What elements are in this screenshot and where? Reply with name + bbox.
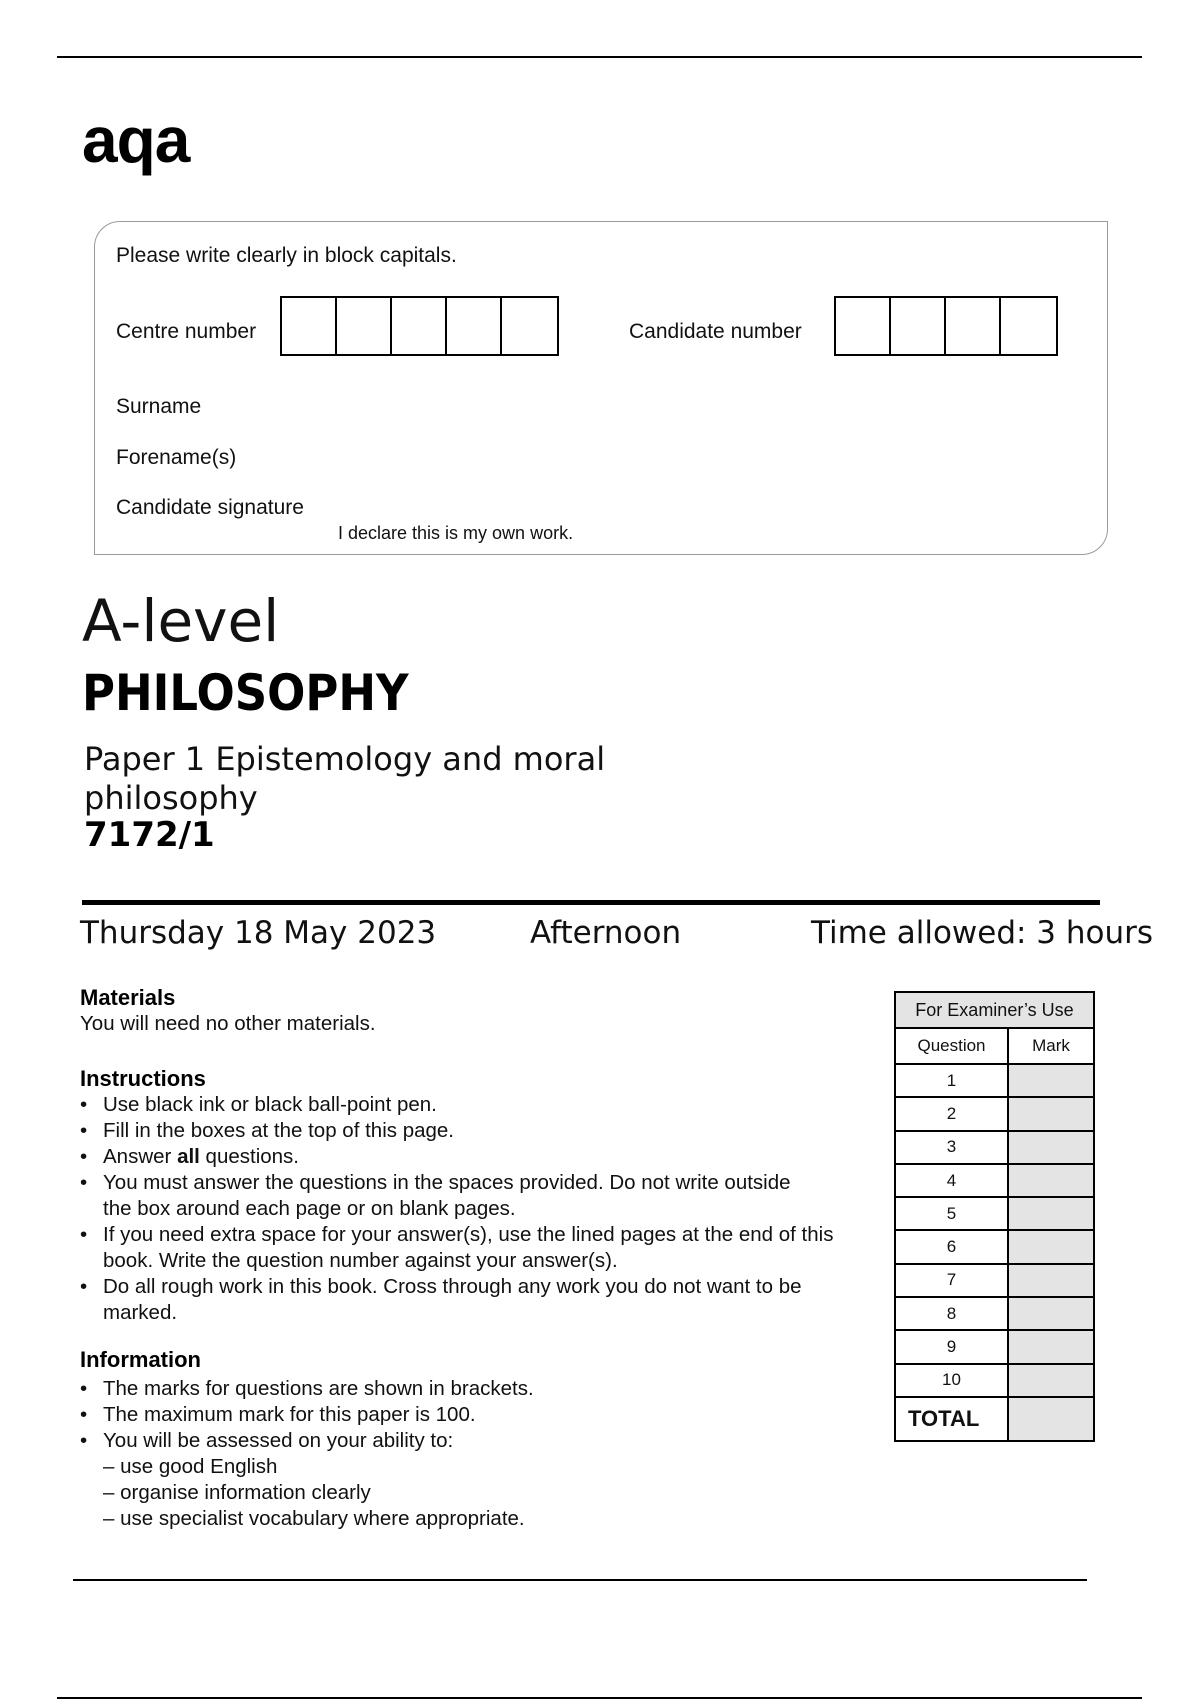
- table-row: [895, 1364, 1094, 1397]
- exam-session: Afternoon: [530, 915, 682, 951]
- candidate-number-label: Candidate number: [629, 320, 802, 343]
- question-number: 5: [895, 1197, 1008, 1230]
- centre-number-label: Centre number: [116, 320, 257, 343]
- question-number: 8: [895, 1297, 1008, 1330]
- mark-cell: [1008, 1064, 1094, 1097]
- sub-list-item: – use good English: [103, 1455, 278, 1478]
- signature-label: Candidate signature: [116, 496, 304, 519]
- examiners-use-table: [894, 991, 1095, 1442]
- block-capitals-instruction: Please write clearly in block capitals.: [116, 244, 457, 267]
- declaration-text: I declare this is my own work.: [338, 523, 574, 543]
- list-item: [80, 1428, 880, 1532]
- list-item: • Fill in the boxes at the top of this page.: [80, 1118, 880, 1144]
- instructions-heading: Instructions: [80, 1066, 206, 1091]
- centre-number-digit-box[interactable]: [447, 298, 502, 354]
- list-item: • The marks for questions are shown in brackets.: [80, 1376, 880, 1402]
- mark-cell: [1008, 1230, 1094, 1263]
- list-item: • You must answer the questions in the spaces provided. Do not write outside the box around each page or on blank pages.: [80, 1170, 793, 1222]
- centre-number-digit-box[interactable]: [282, 298, 337, 354]
- materials-text: You will need no other materials.: [80, 1012, 376, 1035]
- question-number: 7: [895, 1264, 1008, 1297]
- aqa-logo: aqa: [82, 104, 190, 176]
- list-item-text: Answer: [103, 1145, 178, 1168]
- list-item: • Do all rough work in this book. Cross through any work you do not want to be marked.: [80, 1274, 823, 1326]
- table-row: [895, 1097, 1094, 1130]
- exam-date: Thursday 18 May 2023: [80, 915, 437, 951]
- total-mark-cell: [1008, 1397, 1094, 1441]
- question-number: 10: [895, 1364, 1008, 1397]
- question-number: 6: [895, 1230, 1008, 1263]
- table-row: [895, 1264, 1094, 1297]
- top-page-rule: [57, 56, 1142, 58]
- question-number: 9: [895, 1330, 1008, 1363]
- question-number: 4: [895, 1164, 1008, 1197]
- mark-column-header: Mark: [1008, 1028, 1094, 1064]
- list-item: • If you need extra space for your answer(s), use the lined pages at the end of this book. Write the question number against your answer(s).: [80, 1222, 873, 1274]
- mark-cell: [1008, 1097, 1094, 1130]
- list-item-text: questions.: [199, 1145, 300, 1168]
- table-row: [895, 1164, 1094, 1197]
- table-row: [895, 1297, 1094, 1330]
- table-row: [895, 1397, 1094, 1441]
- candidate-number-digit-box[interactable]: [946, 298, 1001, 354]
- mark-cell: [1008, 1330, 1094, 1363]
- emphasis-all: all: [177, 1145, 200, 1168]
- paper-title: Paper 1 Epistemology and moral philosophy: [84, 740, 606, 817]
- list-item: • The maximum mark for this paper is 100.: [80, 1402, 880, 1428]
- paper-code: 7172/1: [84, 815, 215, 855]
- title-divider: [82, 900, 1100, 905]
- table-row: [895, 1197, 1094, 1230]
- list-item: • Use black ink or black ball-point pen.: [80, 1092, 880, 1118]
- mark-cell: [1008, 1297, 1094, 1330]
- mark-cell: [1008, 1131, 1094, 1164]
- time-allowed: Time allowed: 3 hours: [811, 915, 1154, 951]
- table-row: [895, 1230, 1094, 1263]
- candidate-number-digit-box[interactable]: [1001, 298, 1056, 354]
- materials-heading: Materials: [80, 985, 176, 1010]
- instructions-list: [80, 1092, 880, 1326]
- sub-list-item: – use specialist vocabulary where appropriate.: [103, 1507, 525, 1530]
- list-item-text: You will be assessed on your ability to:: [103, 1429, 454, 1452]
- table-row: [895, 1064, 1094, 1097]
- forenames-label: Forename(s): [116, 446, 237, 469]
- examiners-use-title: For Examiner’s Use: [895, 992, 1094, 1028]
- surname-label: Surname: [116, 395, 202, 418]
- sub-list-item: – organise information clearly: [103, 1481, 371, 1504]
- mark-cell: [1008, 1164, 1094, 1197]
- bottom-page-rule: [57, 1697, 1142, 1699]
- list-item: [80, 1144, 880, 1170]
- subject-title: PHILOSOPHY: [82, 664, 409, 722]
- centre-number-digit-box[interactable]: [337, 298, 392, 354]
- table-row: [895, 1131, 1094, 1164]
- mark-cell: [1008, 1264, 1094, 1297]
- information-heading: Information: [80, 1347, 201, 1372]
- question-number: 3: [895, 1131, 1008, 1164]
- mark-cell: [1008, 1197, 1094, 1230]
- question-number: 2: [895, 1097, 1008, 1130]
- centre-number-field[interactable]: [280, 296, 559, 356]
- assessment-criteria-list: [103, 1454, 880, 1532]
- qualification-level: A-level: [82, 587, 280, 655]
- candidate-number-digit-box[interactable]: [891, 298, 946, 354]
- mark-cell: [1008, 1364, 1094, 1397]
- question-number: 1: [895, 1064, 1008, 1097]
- total-label: TOTAL: [895, 1397, 1008, 1441]
- candidate-number-field[interactable]: [834, 296, 1058, 356]
- table-row: [895, 1330, 1094, 1363]
- centre-number-digit-box[interactable]: [502, 298, 557, 354]
- information-list: [80, 1376, 880, 1532]
- footer-rule: [73, 1579, 1087, 1581]
- centre-number-digit-box[interactable]: [392, 298, 447, 354]
- question-column-header: Question: [895, 1028, 1008, 1064]
- candidate-number-digit-box[interactable]: [836, 298, 891, 354]
